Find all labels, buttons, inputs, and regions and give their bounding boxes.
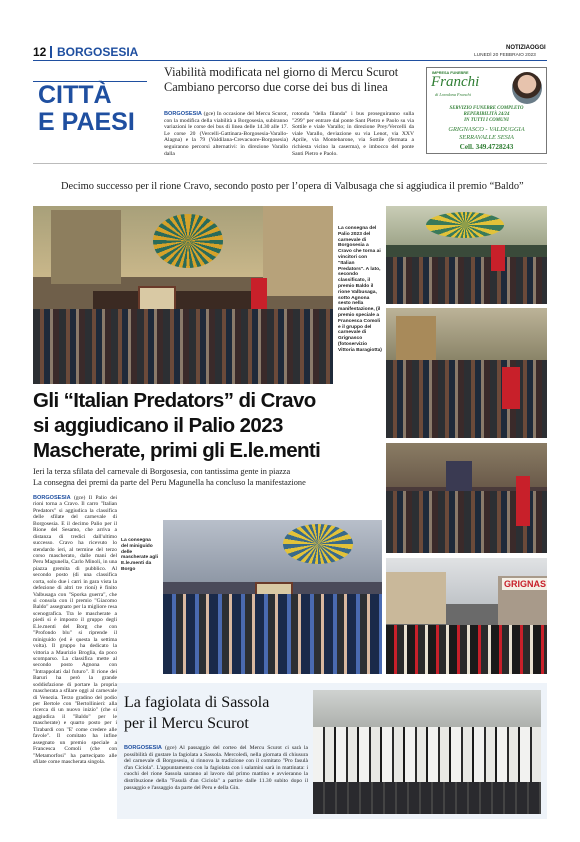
main-body [33,495,117,765]
header-divider [50,46,52,58]
photo-miniguido [163,520,382,674]
bus-col-1 [164,111,288,157]
sassola-headline-2: per il Mercu Scurot [124,715,249,732]
main-photo-caption: La consegna del Palio 2023 del carnevale di Borgosesia a Cravo che torna ai vincitori con "Italian Predators". A lato, secondo classificato, il premio Baldo il rione Valbusaga, sotto Agnona sesto nella manifestazione, (il premio speciale a Francesca Comoli e il gruppo del carnevale di Grignasco (fotoservizio Vittoria Baragiotta) [338,226,382,353]
grignasco-sign: GRIGNAS [504,579,547,589]
sassola-body [124,745,308,791]
issue-date: LUNEDÌ 20 FEBBRAIO 2023 [474,53,536,58]
ad-portrait [512,72,542,104]
photo-francesca-comoli [386,443,547,553]
sassola-dateline: BORGOSESIA [124,745,162,751]
bus-dateline: BORGOSESIA [164,111,202,117]
ad-franchi [426,67,547,154]
kicker: Decimo successo per il rione Cravo, secondo posto per l’opera di Valbusaga che si aggiudica il premio “Baldo” [61,181,524,192]
ad-brand: Franchi [431,74,480,90]
ad-towns-1: GRIGNASCO - VALDUGGIA [448,126,525,133]
header-rule [33,60,547,61]
main-dateline-note: (gce) [73,495,86,501]
ad-phone: Cell. 349.4728243 [459,143,514,151]
bus-article [164,65,414,95]
sassola-body-text: Al passaggio del corteo del Mercu Scurot ci sarà la possibilità di gustare la fagiolata a Sassola. Mercoledì, nella giornata di chiusura del carnevale di Borgosesia, si rinnova la tradizione con il comitato "Pro fasulà d'an Ciciola". L'appuntamento con la fagiolata con i salamini sarà in mattinata: i cuochi del rione Sassola saranno al lavoro dal primo mattino e avvieranno la distribuzione della "Fasulà d'an Ciciola" a partire dalle 11.30 subito dopo il passaggio e l'assaggio da parte del Peru e della Gin. [124,745,308,791]
standfirst-2: La consegna dei premi da parte del Peru Magunella ha concluso la manifestazione [33,478,306,487]
ad-small-label: IMPRESA FUNEBRE [432,71,469,75]
ad-service-2: REPERIBILITÀ 24/24 [463,112,510,117]
ad-service-3: IN TUTTI I COMUNI [464,118,509,123]
main-headline-3: Mascherate, primi gli E.le.menti [33,439,321,462]
main-headline [33,388,383,463]
ad-towns-2: SERRAVALLE SESIA [459,134,514,141]
main-dateline: BORGOSESIA [33,495,71,501]
masthead: NOTIZIAOGGI [506,45,546,51]
photo-valbusaga [386,206,547,304]
sassola-headline [124,692,304,734]
section-rule [33,163,547,164]
page-number: 12 [33,45,47,59]
section-badge-line2: E PAESI [38,108,135,136]
section-badge [33,81,147,142]
photo-grignasco [386,558,547,674]
sassola-headline-1: La fagiolata di Sassola [124,694,270,711]
photo-sassola-cooks [313,690,541,814]
main-headline-1: Gli “Italian Predators” di Cravo [33,389,316,412]
bus-headline-1: Viabilità modificata nel giorno di Mercu Scurot [164,65,399,79]
ad-service-1: SERVIZIO FUNEBRE COMPLETO [449,106,524,111]
bus-col-2: rotonda "della filanda" i bus proseguiranno sulla "299" per entrare dal ponte Sant Pietro e Paolo su via Sottile e viale Varallo; in direzione Prey/Vercelli da viale Varallo, deviazione su via Lenot, via XXV Aprile, via Montebarone, via Sottile (fermata a richiesta vicino la caserma), e imbocco del ponte Santi Pietro e Paolo. [292,111,414,157]
sassola-dateline-note: (gce) [164,745,177,751]
standfirst-1: Ieri la terza sfilata del carnevale di Borgosesia, con tantissima gente in piazza [33,467,291,476]
standfirst [33,466,383,488]
main-photo [33,206,333,384]
bus-headline-2: Cambiano percorso due corse dei bus di linea [164,80,388,94]
miniguido-caption: La consegna del miniguido delle mascherate agli E.le.menti da Borgo [121,538,158,572]
ad-brand-sub: di Loredana Franchi [435,92,471,97]
bus-col-1-text: In occasione del Mercu Scurot, con la modifica della viabilità a Borgosesia, subiranno variazioni le corse dei bus di linea delle 14.30 alle 17. Le corse 20 (Vercelli-Gattinara-Borgosesia-Varallo-Alagna) e la 79 (Valdilana-Crevacuore-Borgosesia) seguiranno percorsi alternativi: in direzione Varallo dalla [164,111,288,157]
main-body-text: Il Palio dei rioni torna a Cravo. Il carro "Italian Predators" si aggiudica la classifica delle sfilate del carnevale di Borgosesia. E il decimo Palio per il Rione del Sesamo, che arriva a distanza di tredici dall'ultimo successo. Cravo ha ricevuto lo stendardo ieri, al termine del terzo corso mascherato, dalle mani del Peru Magunella, Carlo Minoli, in una piazza gremita di pubblico. Al secondo posto (di una classifica corta, solo due i carri in gara vista la defezione di altri tre rioni) è finito Valbusaga con "Sporka guerra", che si consola con il premio "Giacomo Baldo" assegnato per la migliore resa scenografica. Tra le mascherate a piedi si è imposto il gruppo degli E.le.menti del Borg che con "Profondo blu" si riprende il miniguido (ed è questa la settima volta). Il gruppo ha dedicato la vittoria a Maurizio Broglia, da poco scomparso. La classifica mette al secondo posto Agnona con "Intrappolati dal futuro". Il rione dei Baruri ha però la grande soddisfazione di portare la propria mascherata a sfilare oggi al carnevale di Venezia. Terzo gradino del podio per Bertole con "Bertollinieri: alla ricerca di un nuovo inizio" (che si aggiudica il "Baldo" per le mascherate) e quarto posto per i Tirabardi con "E' come credere alle favole". Il comitato ha infine assegnato un premio speciale a Francesca Comoli (che con "Metamorfosi" ha partecipato alle sfilate come mascherata singola. [33,495,118,765]
main-headline-2: si aggiudicano il Palio 2023 [33,414,283,437]
photo-agnona [386,308,547,438]
section-badge-line1: CITTÀ [38,81,112,109]
bus-dateline-note: (gce) [203,111,216,117]
section-name: BORGOSESIA [57,45,139,59]
